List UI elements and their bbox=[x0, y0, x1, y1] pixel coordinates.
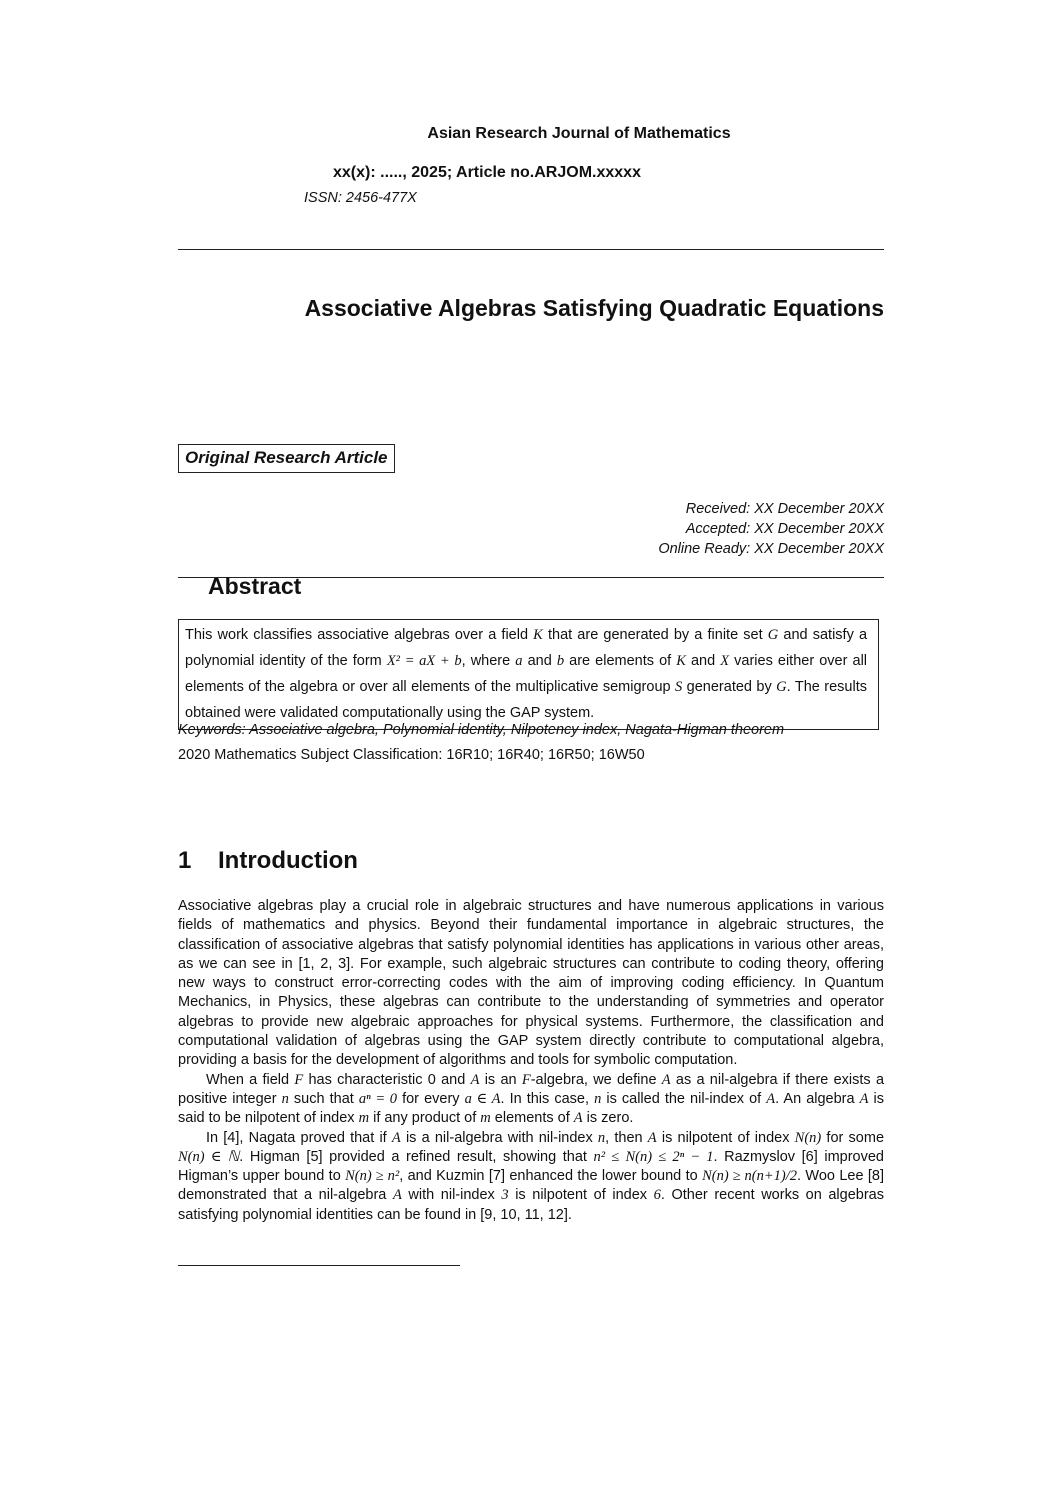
text-run: for every bbox=[397, 1090, 465, 1107]
math-expression: aⁿ = 0 bbox=[358, 1090, 398, 1107]
issn: ISSN: 2456-477X bbox=[304, 190, 417, 206]
journal-name: Asian Research Journal of Mathematics bbox=[427, 125, 731, 142]
paragraph bbox=[178, 897, 884, 1071]
math-expression: n bbox=[281, 1090, 289, 1107]
text-run: and bbox=[522, 653, 557, 669]
math-expression: 3 bbox=[501, 1187, 509, 1204]
text-run: for some bbox=[821, 1129, 885, 1146]
text-run: . In this case, bbox=[500, 1090, 595, 1107]
text-run: is nilpotent of index bbox=[656, 1129, 795, 1146]
online-date: Online Ready: XX December 20XX bbox=[658, 541, 884, 557]
text-run: and satisfy a polynomial identity of the form bbox=[185, 627, 868, 669]
text-run: This work classifies associative algebras over a field bbox=[185, 627, 534, 643]
text-run: are elements of bbox=[564, 653, 677, 669]
math-expression: A bbox=[647, 1129, 657, 1146]
text-run: if any product of bbox=[369, 1110, 481, 1127]
text-run: . Razmyslov [6] improved Higman’s upper bound to bbox=[178, 1148, 884, 1185]
section-number: 1 bbox=[178, 847, 192, 874]
text-run: . An algebra bbox=[775, 1090, 860, 1107]
math-expression: S bbox=[675, 679, 683, 695]
math-expression: m bbox=[480, 1110, 491, 1127]
abstract-text bbox=[178, 619, 879, 730]
keywords: Keywords: Associative algebra, Polynomial identity, Nilpotency index, Nagata-Higman theorem bbox=[178, 722, 785, 738]
footnote-rule bbox=[178, 1265, 460, 1266]
text-run: -algebra, we define bbox=[530, 1071, 662, 1088]
text-run: that are generated by a finite set bbox=[542, 627, 768, 643]
received-date: Received: XX December 20XX bbox=[685, 501, 884, 517]
text-run: with nil-index bbox=[401, 1187, 502, 1204]
math-expression: A bbox=[470, 1071, 480, 1088]
issue-info: xx(x): ....., 2025; Article no.ARJOM.xxxxx bbox=[333, 164, 641, 181]
math-expression: A bbox=[661, 1071, 671, 1088]
math-expression: G bbox=[776, 679, 787, 695]
math-expression: F bbox=[521, 1071, 531, 1088]
dates-block bbox=[658, 499, 884, 559]
text-run: as a nil-algebra if there exists a positive integer bbox=[178, 1071, 885, 1107]
math-expression: N(n) bbox=[794, 1129, 822, 1146]
section-heading bbox=[178, 847, 358, 875]
math-expression: N(n) ≥ n(n+1)/2 bbox=[702, 1168, 798, 1185]
text-run: is zero. bbox=[582, 1110, 634, 1127]
paper-title: Associative Algebras Satisfying Quadratic Equations bbox=[304, 295, 884, 321]
math-expression: n² ≤ N(n) ≤ 2ⁿ − 1 bbox=[593, 1148, 714, 1165]
text-run: is a nil-algebra with nil-index bbox=[400, 1129, 598, 1146]
text-run: , where bbox=[461, 653, 516, 669]
text-run: When a field bbox=[206, 1071, 295, 1088]
text-run: . The results obtained were validated computationally using the GAP system. bbox=[185, 679, 867, 721]
article-type-badge: Original Research Article bbox=[178, 444, 395, 473]
math-expression: X bbox=[720, 653, 730, 669]
intro-body bbox=[178, 897, 884, 1225]
math-expression: N(n) ≥ n² bbox=[345, 1168, 400, 1185]
text-run: In [4], Nagata proved that if bbox=[206, 1129, 392, 1146]
text-run: has characteristic 0 and bbox=[303, 1071, 471, 1088]
text-run: , then bbox=[605, 1129, 648, 1146]
math-expression: N(n) ∈ ℕ bbox=[178, 1148, 240, 1165]
math-expression: G bbox=[767, 627, 779, 643]
math-expression: A bbox=[391, 1129, 401, 1146]
math-expression: X² = aX + b bbox=[386, 653, 462, 669]
text-run: elements of bbox=[490, 1110, 574, 1127]
math-expression: m bbox=[358, 1110, 370, 1127]
math-expression: A bbox=[573, 1110, 583, 1127]
header-divider bbox=[178, 249, 884, 250]
math-expression: 6 bbox=[653, 1187, 661, 1204]
abstract-heading: Abstract bbox=[208, 573, 302, 599]
text-run: is called the nil-index of bbox=[601, 1090, 767, 1107]
math-expression: a bbox=[515, 653, 523, 669]
text-run: . Other recent works on algebras satisfying polynomial identities can be found in [9, 10, 11, 12]. bbox=[178, 1187, 884, 1223]
math-expression: n bbox=[594, 1090, 602, 1107]
text-run: Associative algebras play a crucial role in algebraic structures and have numerous applications in various fields of mathematics and physics. Beyond their fundamental importance in algebraic structures, the classification of associative algebras that satisfy polynomial identities has applications in various other areas, as we can see in [1, 2, 3]. For example, such algebraic structures can contribute to coding theory, offering new ways to construct error-correcting codes with the aim of improving coding efficiency. In Quantum Mechanics, in Physics, these algebras can contribute to the understanding of symmetries and operator algebras to provide new algebraic approaches for physical systems. Furthermore, the classification and computational validation of algebras using the GAP system directly contribute to computational algebra, providing a basis for the development of algorithms and tools for symbolic computation. bbox=[178, 898, 884, 1069]
math-expression: F bbox=[294, 1071, 304, 1088]
text-run: generated by bbox=[682, 679, 777, 695]
text-run: is nilpotent of index bbox=[508, 1187, 654, 1204]
text-run: . Higman [5] provided a refined result, showing that bbox=[239, 1148, 594, 1165]
section-title: Introduction bbox=[218, 847, 358, 874]
text-run: . Woo Lee [8] demonstrated that a nil-algebra bbox=[178, 1168, 884, 1204]
math-expression: b bbox=[556, 653, 565, 669]
math-expression: K bbox=[676, 653, 686, 669]
math-expression: A bbox=[392, 1187, 402, 1204]
text-run: is an bbox=[479, 1071, 522, 1088]
math-expression: K bbox=[533, 627, 543, 643]
text-run: , and Kuzmin [7] enhanced the lower bound to bbox=[399, 1168, 703, 1185]
paragraph bbox=[178, 1129, 884, 1225]
accepted-date: Accepted: XX December 20XX bbox=[685, 521, 884, 537]
text-run: is said to be nilpotent of index bbox=[178, 1090, 885, 1127]
math-expression: A bbox=[766, 1090, 776, 1107]
math-expression: n bbox=[597, 1129, 606, 1146]
text-run: varies either over all elements of the algebra or over all elements of the multiplicative semigroup bbox=[185, 653, 868, 695]
text-run: and bbox=[685, 653, 721, 669]
math-expression: a ∈ A bbox=[464, 1090, 501, 1107]
math-expression: A bbox=[859, 1090, 869, 1107]
paragraph bbox=[178, 1071, 884, 1129]
subject-classification: 2020 Mathematics Subject Classification: 16R10; 16R40; 16R50; 16W50 bbox=[178, 747, 645, 763]
text-run: such that bbox=[288, 1090, 359, 1107]
